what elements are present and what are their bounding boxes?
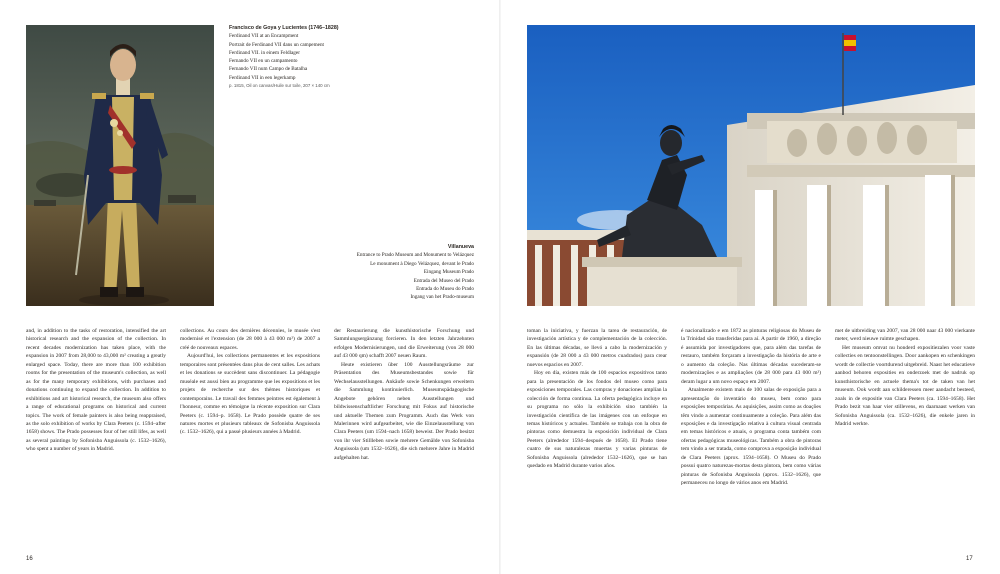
- painting-title-es: Fernando VII en un campamento: [229, 58, 298, 65]
- text-column-pt: [681, 327, 821, 488]
- photo-title-de: Eingang Museum Prado: [423, 269, 474, 276]
- painting-title-nl: Ferdinand VII in een legerkamp: [229, 74, 296, 81]
- photo-artist: Villanueva: [447, 244, 474, 250]
- paragraph: toman la iniciativa, y fuerzan la tarea de restauración, de investigación artística y de complementación de la colección. En las últimas décadas, se llevó a cabo la modernización y expansión (de 28 000 a 43 000 metros cuadrados) para crear nuevos espacios en 2007.: [527, 328, 667, 368]
- paragraph: Het museum omvat nu honderd expositiezalen voor vaste collecties en tentoonstellingen. Door aankopen en schenkingen wordt de collectie voortdurend uitgebreid. Naast het educatieve aanbod behoren exposities en onderzoek met de nadruk op kunsthistorische en actuele thema's tot de taken van het museum. Ook wordt aan schilderessen meer aandacht besteed, zoals in de expositie van Clara Peeters (ca. 1594–1658). Het Prado bezit van haar vier stillevens, en daarnaast werken van Sofonisba Anguissola (ca. 1532–1626), die enkele jaren in Madrid werkte.: [835, 344, 975, 427]
- goya-ferdinand-painting: [26, 25, 214, 306]
- photo-title-es: Entrada del Museo del Prado: [413, 277, 474, 284]
- painting-title-pt: Fernando VII num Campo de Batalha: [229, 66, 308, 73]
- photo-title-pt: Entrada do Museu do Prado: [416, 286, 474, 293]
- page-number-left: 16: [26, 556, 33, 562]
- paragraph: Heute existieren über 100 Ausstellungsräume zur Präsentation des Museumsbestandes sowie für Wechselausstellungen. Ankäufe sowie Schenkungen erweitern die Sammlung kontinuierlich. Museumspädagogische Angebote gehören neben Ausstellungen und bildwissenschaftlicher Forschung mit Fokus auf historische und aktuelle Themen zum Programm. Auch das Werk von Malerinnen wird aufgearbeitet, wie die Einzelausstellung von Clara Peeters (um 1594–nach 1658) beweist. Der Prado besitzt von ihr vier Stillleben sowie mehrere Gemälde von Sofonisba Anguissola (um 1532–1626), die sich mehrere Jahre in Madrid aufgehalten hat.: [334, 361, 474, 461]
- painting-caption: [229, 24, 379, 90]
- page-gutter: [499, 0, 501, 574]
- paragraph: Aujourd'hui, les collections permanentes et les expositions temporaires sont présentées dans plus de cent salles. Les achats et les donations se succèdent sans discontinuer. La pédagogie muséale est aussi bien au programme que les expositions et les projets de recherche sur des thèmes historiques et contemporains. Le travail des femmes peintres est également à l'honneur, comme en témoigne la récente exposition sur Clara Peeters (c. 1594–p. 1658). Le Prado possède quatre de ses natures mortes et plusieurs tableaux de Sofonisba Anguissola (c. 1532–1626), qui a passé plusieurs années à Madrid.: [180, 353, 320, 436]
- painting-title-de: Ferdinand VII. in einem Feldlager: [229, 49, 300, 56]
- page-number-right: 17: [966, 556, 973, 562]
- text-column-de: [334, 327, 474, 462]
- paragraph: collections. Au cours des dernières décennies, le musée s'est modernisé et l'extension (de 28 000 à 43 000 m²) de 2007 a créé de nouveaux espaces.: [180, 328, 320, 351]
- text-column-en: [26, 327, 166, 454]
- prado-velazquez-photo: [527, 25, 975, 306]
- paragraph: é nacionalizado e em 1872 as pinturas religiosas do Museu de la Trinidad são transferidas para aí. A partir de 1960, a direção é assumida por investigadores que, para além das tarefas de restauro, também forçaram a investigação da história de arte e o aumento da coleção. Nas últimas décadas sucederam-se modernizações e as ampliações (de 28 000 para 43 000 m²) deram lugar a um novo espaço em 2007.: [681, 328, 821, 385]
- painting-details: p. 1815, Oil on canvas/Huile sur toile, 207 × 140 cm: [229, 83, 330, 89]
- paragraph: Hoy en día, existen más de 100 espacios expositivos tanto para la presentación de los fondos del museo como para exposiciones temporales. Las compras y donaciones amplían la colección de forma continua. La oferta pedagógica incluye en su programa no sólo la exhibición sino también la investigación científica de las imágenes con un enfoque en temas históricos y actuales. También se trabaja con la obra de pintoras como demuestra la exposición individual de Clara Peeters (alrededor 1594–después de 1658). El Prado tiene cuatro de sus naturalezas muertas y varias pinturas de Sofonisba Anguissola (alrededor 1532–1626), que se han quedado en Madrid durante varios años.: [527, 370, 667, 470]
- photo-title-fr: Le monument à Diego Velázquez, devant le Prado: [370, 260, 474, 267]
- paragraph: and, in addition to the tasks of restoration, intensified the art historical research and the expansion of the collection. In recent decades modernization has taken place, with the expansion in 2007 from 28,000 to 43,000 m² creating a greatly enlarged space. Today, there are more than 100 exhibition rooms for the presentation of the museum's collection, as well as for the many temporary exhibitions, with purchases and donations continuing to expand the collection. In addition to exhibitions and art historical research, the museum also offers a range of educational programs on historical and current topics. The work of female painters is also being reappraised, as the solo exhibition of works by Clara Peeters (c. 1594–after 1658) shows. The Prado possesses four of her still lifes, as well as several paintings by Sofonisba Anguissola (c. 1532–1626), who spent a number of years in Madrid.: [26, 328, 166, 453]
- paragraph: Atualmente existem mais de 100 salas de exposição para a apresentação do inventário do museu, bem como para exposições temporárias. As aquisições, assim como as doações têm vindo a aumentar continuamente a coleção. Para além das exposições e da investigação relativa à cultura visual centrada em temas históricos e atuais, o programa conta também com ofertas pedagógicas museológicas. Também a obra de pintoras tem vindo a ser tratada, como comprova a exposição individual de Clara Peeters (aprox. 1594–1658). O Museu do Prado possui quatro naturezas-mortas desta pintora, bem como várias pinturas de Sofonisba Anguissola (aprox. 1532–1626), que permaneceu no longo de vários anos em Madrid.: [681, 387, 821, 487]
- paragraph: der Restaurierung die kunsthistorische Forschung und Sammlungsergänzung forcieren. In den letzten Jahrzehnten erfolgen Modernisierungen, und die Erweiterung (von 28 000 auf 43 000 qm) schafft 2007 neuen Raum.: [334, 328, 474, 360]
- photo-title-en: Entrance to Prado Museum and Monument to Velázquez: [356, 252, 474, 259]
- text-column-fr: [180, 327, 320, 437]
- painting-title-en: Ferdinand VII at an Encampment: [229, 33, 299, 40]
- photo-title-nl: Ingang van het Prado-museum: [410, 294, 474, 301]
- text-column-es: [527, 327, 667, 471]
- paragraph: met de uitbreiding van 2007, van 28 000 naar 43 000 vierkante meter, werd nieuwe ruimte geschapen.: [835, 328, 975, 343]
- text-column-nl: [835, 327, 975, 428]
- painting-title-fr: Portrait de Ferdinand VII dans un campement: [229, 41, 324, 48]
- photo-caption: [300, 243, 474, 302]
- painting-artist: Francisco de Goya y Lucientes (1746–1828): [229, 25, 339, 31]
